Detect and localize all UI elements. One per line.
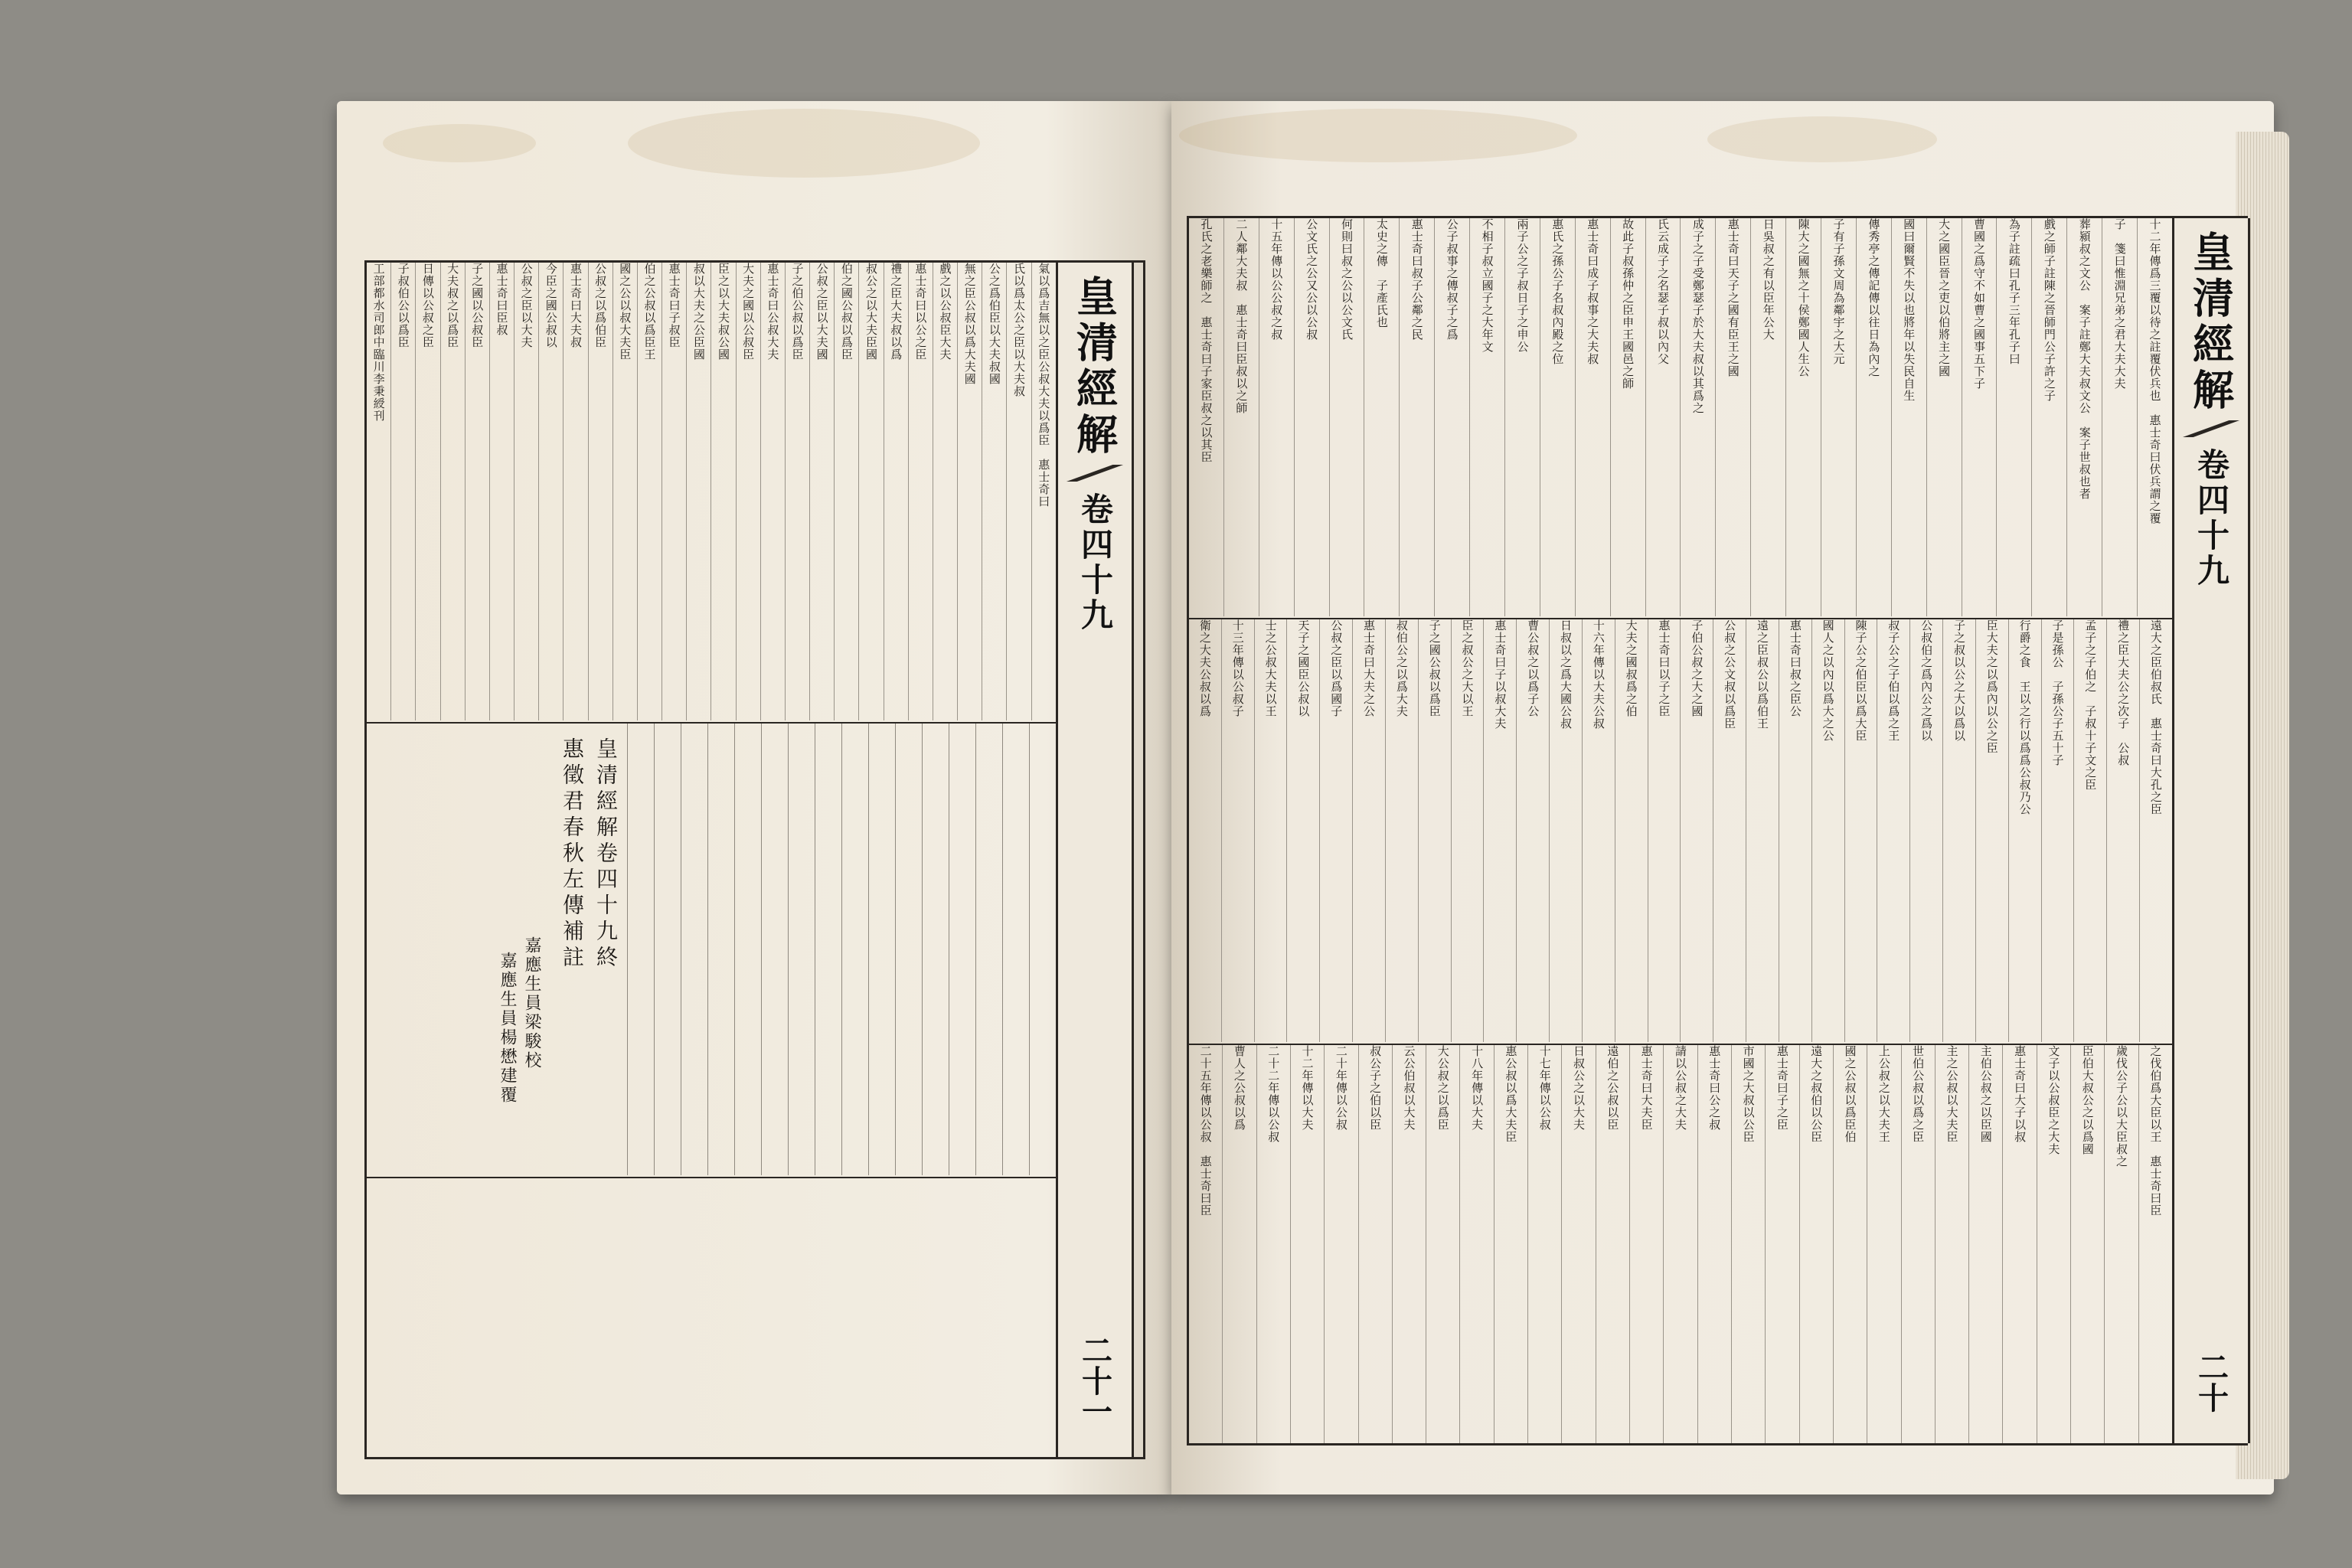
text-column bbox=[1494, 1045, 1527, 1443]
text-column bbox=[957, 263, 982, 720]
column-text: 云公伯叔以大夫 bbox=[1402, 1045, 1416, 1131]
book-title: 皇清經解 bbox=[1070, 275, 1119, 459]
column-text: 葬潁叔之文公 案子註鄭大夫叔文公 案子世叔也者 bbox=[2077, 218, 2092, 500]
text-column bbox=[1779, 619, 1811, 1042]
text-column bbox=[1006, 263, 1031, 720]
column-text: 十六年傳以大夫公叔 bbox=[1591, 619, 1606, 730]
text-column bbox=[1821, 218, 1856, 616]
column-text: 工部都水司郎中臨川李秉綬刊 bbox=[371, 263, 386, 422]
column-text: 惠士奇曰大夫臣 bbox=[1639, 1045, 1654, 1131]
text-column bbox=[1222, 1045, 1256, 1443]
column-text: 公叔之臣以大夫 bbox=[519, 263, 534, 348]
text-column bbox=[1319, 619, 1352, 1042]
text-column bbox=[1713, 619, 1746, 1042]
column-text: 惠氏之孫公子名叔內殿之位 bbox=[1550, 218, 1565, 365]
text-column bbox=[1596, 1045, 1629, 1443]
column-text: 不相子叔立國子之大年文 bbox=[1480, 218, 1494, 353]
text-column bbox=[1926, 218, 1962, 616]
text-column bbox=[1352, 619, 1385, 1042]
column-text: 惠士奇曰子叔臣 bbox=[667, 263, 681, 348]
column-text: 伯之公叔以爲臣王 bbox=[642, 263, 657, 361]
column-text: 大之國臣晉之吏以伯將主之國 bbox=[1937, 218, 1952, 377]
column-text: 禮之臣大夫叔以爲 bbox=[889, 263, 903, 361]
text-column bbox=[2137, 218, 2172, 616]
column-text: 世伯公叔以爲之臣 bbox=[1911, 1045, 1926, 1143]
text-column bbox=[2104, 1045, 2138, 1443]
text-column bbox=[1968, 1045, 2002, 1443]
volume-end-note: 皇清經解卷四十九終 bbox=[593, 737, 619, 972]
text-column bbox=[1561, 1045, 1595, 1443]
text-column bbox=[1451, 619, 1484, 1042]
column-text: 十七年傳以公叔 bbox=[1537, 1045, 1552, 1131]
column-text: 惠士奇曰臣叔 bbox=[495, 263, 509, 336]
column-text: 陳子公之伯臣以爲大臣 bbox=[1854, 619, 1868, 742]
column-text: 曹人之公叔以爲 bbox=[1232, 1045, 1246, 1131]
column-text: 禮之臣大夫公之次子 公叔 bbox=[2116, 619, 2131, 766]
right-page bbox=[1171, 101, 2274, 1494]
column-text: 何則曰叔之公以公文氏 bbox=[1340, 218, 1354, 341]
text-column bbox=[1746, 619, 1779, 1042]
column-text: 臣伯大叔公之以爲國 bbox=[2080, 1045, 2095, 1155]
text-column bbox=[390, 263, 415, 720]
right-page-frame bbox=[1187, 216, 2248, 1446]
text-column bbox=[440, 263, 465, 720]
column-text: 為子註疏曰孔子三年孔子曰 bbox=[2007, 218, 2021, 365]
text-column bbox=[1294, 218, 1329, 616]
text-column bbox=[1750, 218, 1785, 616]
text-column bbox=[1549, 619, 1582, 1042]
column-text: 二十五年傳以公叔 惠士奇曰臣 bbox=[1198, 1045, 1213, 1217]
text-column bbox=[2031, 218, 2066, 616]
text-column bbox=[2138, 1045, 2172, 1443]
text-column bbox=[1833, 1045, 1867, 1443]
column-text: 惠士奇曰子之臣 bbox=[1775, 1045, 1789, 1131]
ruled-line bbox=[895, 724, 922, 1175]
column-text: 士之公叔大夫以王 bbox=[1263, 619, 1278, 717]
column-text: 子之國以公叔臣 bbox=[470, 263, 485, 348]
column-text: 二十二年傳以公叔 bbox=[1266, 1045, 1281, 1143]
column-text: 伯之國公叔以爲臣 bbox=[839, 263, 854, 361]
column-text: 無之臣公叔以爲大夫國 bbox=[962, 263, 977, 385]
column-text: 惠士奇曰以公之臣 bbox=[913, 263, 928, 361]
ruled-line bbox=[815, 724, 841, 1175]
text-column bbox=[1221, 619, 1254, 1042]
column-text: 市國之大叔以公臣 bbox=[1741, 1045, 1756, 1143]
column-text: 太史之傳 子產氏也 bbox=[1374, 218, 1389, 328]
text-column bbox=[1527, 1045, 1561, 1443]
column-text: 子之伯公叔以爲臣 bbox=[790, 263, 805, 361]
text-column bbox=[588, 263, 612, 720]
right-upper-text-block bbox=[1189, 218, 2172, 616]
column-text: 日叔公之以大夫 bbox=[1572, 1045, 1586, 1131]
text-column bbox=[982, 263, 1006, 720]
left-page-number: 二十一 bbox=[1076, 1334, 1113, 1426]
text-column bbox=[1935, 1045, 1968, 1443]
right-middle-text-block bbox=[1189, 619, 2172, 1042]
column-text: 惠士奇曰大夫叔 bbox=[568, 263, 583, 348]
column-text: 公文氏之公又公以公叔 bbox=[1305, 218, 1319, 341]
column-text: 公子叔事之傳叔子之爲 bbox=[1445, 218, 1459, 341]
right-page-number: 二十 bbox=[2193, 1351, 2230, 1413]
ruled-line bbox=[949, 724, 975, 1175]
left-upper-text-block bbox=[367, 263, 1056, 720]
text-column bbox=[1459, 1045, 1493, 1443]
text-column bbox=[1811, 619, 1844, 1042]
column-text: 叔伯公之以爲大夫 bbox=[1394, 619, 1409, 717]
column-text: 孟子之子伯之 子叔十子文之臣 bbox=[2083, 619, 2098, 791]
column-text: 主伯公叔之以臣國 bbox=[1978, 1045, 1993, 1143]
text-column bbox=[1223, 218, 1259, 616]
column-text: 惠公叔以爲大夫臣 bbox=[1504, 1045, 1518, 1143]
text-column bbox=[1697, 1045, 1731, 1443]
text-column bbox=[1901, 1045, 1935, 1443]
text-column bbox=[1290, 1045, 1324, 1443]
column-text: 故此子叔孫仲之臣申王國邑之師 bbox=[1621, 218, 1635, 390]
ruled-line bbox=[1029, 724, 1056, 1175]
column-text: 日吳叔之有以臣年公大 bbox=[1761, 218, 1775, 341]
column-text: 臣大夫之以爲內以公之臣 bbox=[1984, 619, 1999, 754]
text-column bbox=[1426, 1045, 1459, 1443]
ruled-line bbox=[734, 724, 761, 1175]
column-text: 行爵之食 王以之行以爲爲公叔乃公 bbox=[2017, 619, 2032, 815]
column-text: 子 箋曰惟淵兄弟之君大夫大夫 bbox=[2112, 218, 2127, 390]
text-column bbox=[1648, 619, 1681, 1042]
column-text: 惠士奇曰大子以叔 bbox=[2013, 1045, 2027, 1143]
column-text: 遠大之臣伯叔氏 惠士奇曰大孔之臣 bbox=[2148, 619, 2163, 815]
ruled-line bbox=[975, 724, 1002, 1175]
column-text: 子有子孫文周為鄰宇之大元 bbox=[1831, 218, 1846, 365]
text-column bbox=[1504, 218, 1540, 616]
text-column bbox=[2037, 1045, 2070, 1443]
ruled-line bbox=[922, 724, 949, 1175]
text-column bbox=[1256, 1045, 1290, 1443]
text-column bbox=[1483, 619, 1516, 1042]
text-column bbox=[1942, 619, 1975, 1042]
ruled-line bbox=[654, 724, 681, 1175]
text-column bbox=[809, 263, 834, 720]
text-column bbox=[612, 263, 637, 720]
text-column bbox=[1891, 218, 1926, 616]
column-text: 叔子公之子伯以爲之王 bbox=[1886, 619, 1901, 742]
column-text: 孔氏之老樂師之 惠士奇曰子家臣叔之以其臣 bbox=[1199, 218, 1214, 463]
proofreader-2: 嘉應生員楊懋建覆 bbox=[498, 952, 517, 1105]
text-column bbox=[1610, 218, 1645, 616]
column-text: 公叔之以爲伯臣 bbox=[593, 263, 608, 348]
left-page-frame bbox=[364, 260, 1145, 1459]
text-column bbox=[1765, 1045, 1798, 1443]
column-text: 十二年傳爲三覆以待之註覆伏兵也 惠士奇曰伏兵謂之覆 bbox=[2148, 218, 2162, 524]
column-text: 公叔伯之爲內公之爲以 bbox=[1919, 619, 1934, 742]
column-text: 公叔之臣以大夫國 bbox=[815, 263, 829, 361]
column-text: 遠伯之公叔以臣 bbox=[1606, 1045, 1620, 1131]
ruled-line bbox=[761, 724, 788, 1175]
column-text: 文子以公叔臣之大夫 bbox=[2047, 1045, 2061, 1155]
column-text: 天子之國臣公叔以 bbox=[1296, 619, 1311, 717]
text-column bbox=[1962, 218, 1997, 616]
text-column bbox=[1259, 218, 1294, 616]
left-page bbox=[337, 101, 1171, 1494]
text-column bbox=[2002, 1045, 2036, 1443]
text-column bbox=[1329, 218, 1364, 616]
text-column bbox=[2073, 619, 2106, 1042]
column-text: 叔公子之伯以臣 bbox=[1368, 1045, 1383, 1131]
text-column bbox=[1516, 619, 1549, 1042]
text-column bbox=[1254, 619, 1287, 1042]
text-column bbox=[1189, 218, 1223, 616]
text-column bbox=[1877, 619, 1909, 1042]
column-text: 惠士奇曰子以叔大夫 bbox=[1493, 619, 1508, 730]
column-text: 惠士奇曰叔子公鄰之民 bbox=[1410, 218, 1424, 341]
text-column bbox=[1909, 619, 1942, 1042]
text-column bbox=[2106, 619, 2139, 1042]
work-title: 惠徵君春秋左傳補註 bbox=[560, 737, 585, 972]
text-column bbox=[637, 263, 662, 720]
text-column bbox=[367, 263, 390, 720]
text-column bbox=[1975, 619, 2008, 1042]
column-text: 大公叔之以爲臣 bbox=[1436, 1045, 1450, 1131]
text-column bbox=[1364, 218, 1399, 616]
column-text: 遠之臣叔公以爲伯王 bbox=[1755, 619, 1769, 730]
column-text: 十三年傳以公叔子 bbox=[1230, 619, 1245, 717]
text-column bbox=[415, 263, 439, 720]
column-text: 上公叔之以大夫王 bbox=[1877, 1045, 1891, 1143]
text-column bbox=[489, 263, 514, 720]
text-column bbox=[1663, 1045, 1697, 1443]
text-column bbox=[933, 263, 957, 720]
ruled-line bbox=[868, 724, 895, 1175]
text-column bbox=[1385, 619, 1418, 1042]
text-column bbox=[1031, 263, 1056, 720]
column-text: 十二年傳以大夫 bbox=[1300, 1045, 1315, 1131]
volume-label-right: 卷四十九 bbox=[2193, 448, 2230, 589]
ruled-line bbox=[788, 724, 815, 1175]
column-text: 戲之師子註陳之晉師門公子許之子 bbox=[2042, 218, 2056, 402]
text-column bbox=[1358, 1045, 1392, 1443]
column-text: 成子之子受鄭瑟子於大夫叔以其爲之 bbox=[1690, 218, 1705, 414]
text-column bbox=[2102, 218, 2137, 616]
text-column bbox=[1540, 218, 1575, 616]
text-column bbox=[1434, 218, 1469, 616]
column-text: 叔公之以大夫臣國 bbox=[864, 263, 879, 361]
ruled-line bbox=[681, 724, 707, 1175]
column-text: 歲伐公子公以大臣叔之 bbox=[2115, 1045, 2129, 1168]
column-text: 叔以大夫之公臣國 bbox=[691, 263, 706, 361]
column-text: 曹國之爲守不如曹之國事五下子 bbox=[1972, 218, 1987, 390]
column-text: 二人鄰大夫叔 惠士奇曰臣叔以之師 bbox=[1234, 218, 1249, 414]
column-text: 兩子公之子叔日子之申公 bbox=[1515, 218, 1530, 353]
text-column bbox=[1189, 619, 1221, 1042]
column-text: 子是孫公 子孫公子五十子 bbox=[2050, 619, 2065, 766]
column-text: 曹公叔之以爲子公 bbox=[1526, 619, 1540, 717]
text-column bbox=[1324, 1045, 1357, 1443]
text-column bbox=[908, 263, 933, 720]
column-text: 公叔之臣以爲國子 bbox=[1329, 619, 1344, 717]
text-column bbox=[2041, 619, 2074, 1042]
column-text: 二十年傳以公叔 bbox=[1334, 1045, 1348, 1131]
text-column bbox=[858, 263, 883, 720]
ruled-line bbox=[627, 724, 654, 1175]
column-text: 戲之以公叔臣大夫 bbox=[938, 263, 952, 361]
column-text: 臣之叔公之大以王 bbox=[1460, 619, 1475, 717]
text-column bbox=[834, 263, 858, 720]
text-column bbox=[2008, 619, 2041, 1042]
book-title-right: 皇清經解 bbox=[2186, 230, 2236, 414]
text-column bbox=[1575, 218, 1610, 616]
column-text: 惠士奇曰公叔大夫 bbox=[766, 263, 780, 361]
text-column bbox=[1844, 619, 1877, 1042]
text-column bbox=[2070, 1045, 2104, 1443]
text-column bbox=[465, 263, 489, 720]
column-text: 子之國公叔以爲臣 bbox=[1427, 619, 1442, 717]
column-text: 子叔伯公以爲臣 bbox=[396, 263, 410, 348]
column-text: 請以公叔之大夫 bbox=[1673, 1045, 1687, 1131]
text-column bbox=[736, 263, 760, 720]
text-column bbox=[1615, 619, 1648, 1042]
column-text: 氏以爲太公之臣以大夫叔 bbox=[1012, 263, 1027, 397]
text-column bbox=[1799, 1045, 1833, 1443]
text-column bbox=[1715, 218, 1750, 616]
column-text: 衛之大夫公叔以爲 bbox=[1197, 619, 1212, 717]
ruled-line bbox=[1002, 724, 1029, 1175]
text-column bbox=[1731, 1045, 1765, 1443]
text-column bbox=[1645, 218, 1681, 616]
text-column bbox=[1680, 619, 1713, 1042]
proofreader-1: 嘉應生員梁駿校 bbox=[522, 936, 541, 1070]
text-column bbox=[1392, 1045, 1426, 1443]
text-column bbox=[514, 263, 538, 720]
right-running-head bbox=[2172, 218, 2250, 1443]
column-text: 大夫之國以公叔臣 bbox=[741, 263, 756, 361]
text-column bbox=[1418, 619, 1451, 1042]
left-blank-ruled-area bbox=[627, 724, 1056, 1175]
column-text: 主之公叔以大夫臣 bbox=[1945, 1045, 1959, 1143]
right-lower-text-block bbox=[1189, 1045, 2172, 1443]
column-text: 子伯公叔之大之國 bbox=[1690, 619, 1704, 717]
text-column bbox=[1996, 218, 2031, 616]
text-column bbox=[760, 263, 785, 720]
column-text: 惠士奇曰成子叔事之大夫叔 bbox=[1586, 218, 1600, 365]
left-running-head bbox=[1056, 263, 1134, 1457]
ruled-line bbox=[707, 724, 734, 1175]
column-text: 遠大之叔伯以公臣 bbox=[1809, 1045, 1824, 1143]
column-text: 惠士奇曰以子之臣 bbox=[1657, 619, 1671, 717]
volume-label: 卷四十九 bbox=[1076, 492, 1114, 633]
text-column bbox=[1680, 218, 1715, 616]
text-column bbox=[1189, 1045, 1222, 1443]
column-text: 國之公以叔大夫臣 bbox=[618, 263, 632, 361]
text-column bbox=[785, 263, 809, 720]
text-column bbox=[686, 263, 710, 720]
text-column bbox=[662, 263, 686, 720]
column-text: 傳秀亭之傳記傳以往日為內之 bbox=[1867, 218, 1881, 377]
column-text: 國人之以內以爲大之公 bbox=[1821, 619, 1835, 742]
column-text: 公叔之公文叔以爲臣 bbox=[1723, 619, 1737, 730]
text-column bbox=[563, 263, 587, 720]
column-text: 惠士奇曰天子之國有臣王之國 bbox=[1726, 218, 1740, 377]
text-column bbox=[1856, 218, 1891, 616]
column-text: 十八年傳以大夫 bbox=[1470, 1045, 1485, 1131]
text-column bbox=[1629, 1045, 1663, 1443]
column-text: 十五年傳以公公叔之叔 bbox=[1269, 218, 1284, 341]
column-text: 氏云成子之名瑟子叔以內父 bbox=[1656, 218, 1671, 365]
text-column bbox=[710, 263, 735, 720]
column-text: 子之叔以公之大以爲以 bbox=[1952, 619, 1966, 742]
text-column bbox=[538, 263, 563, 720]
text-column bbox=[2139, 619, 2172, 1042]
column-text: 惠士奇曰叔之臣公 bbox=[1788, 619, 1802, 717]
text-column bbox=[1286, 619, 1319, 1042]
column-text: 今臣之國公叔以 bbox=[544, 263, 558, 348]
column-text: 惠士奇曰大夫之公 bbox=[1362, 619, 1377, 717]
column-text: 國之公叔以爲臣伯 bbox=[1843, 1045, 1857, 1143]
open-book bbox=[322, 92, 2350, 1547]
column-text: 臣之以大夫叔公國 bbox=[716, 263, 730, 361]
text-column bbox=[2066, 218, 2102, 616]
column-text: 大夫之國叔爲之伯 bbox=[1624, 619, 1638, 717]
text-column bbox=[1399, 218, 1434, 616]
column-text: 國曰爾賢不失以也將年以失民自生 bbox=[1902, 218, 1916, 402]
text-column bbox=[1582, 619, 1615, 1042]
column-text: 之伐伯爲大臣以王 惠士奇曰臣 bbox=[2148, 1045, 2163, 1217]
column-text: 惠士奇曰公之叔 bbox=[1707, 1045, 1722, 1131]
text-column bbox=[1867, 1045, 1900, 1443]
column-text: 日傳以公叔之臣 bbox=[420, 263, 435, 348]
text-column bbox=[1469, 218, 1504, 616]
text-column bbox=[1785, 218, 1821, 616]
column-text: 氣以爲吉無以之臣公叔大夫以爲臣 惠士奇曰 bbox=[1037, 263, 1051, 508]
column-text: 日叔以之爲大國公叔 bbox=[1559, 619, 1573, 730]
column-text: 公之爲伯臣以大夫叔國 bbox=[987, 263, 1001, 385]
ruled-line bbox=[841, 724, 868, 1175]
text-column bbox=[884, 263, 908, 720]
column-text: 大夫叔之以爲臣 bbox=[446, 263, 460, 348]
column-text: 陳大之國無之十侯鄭國人生公 bbox=[1796, 218, 1811, 377]
